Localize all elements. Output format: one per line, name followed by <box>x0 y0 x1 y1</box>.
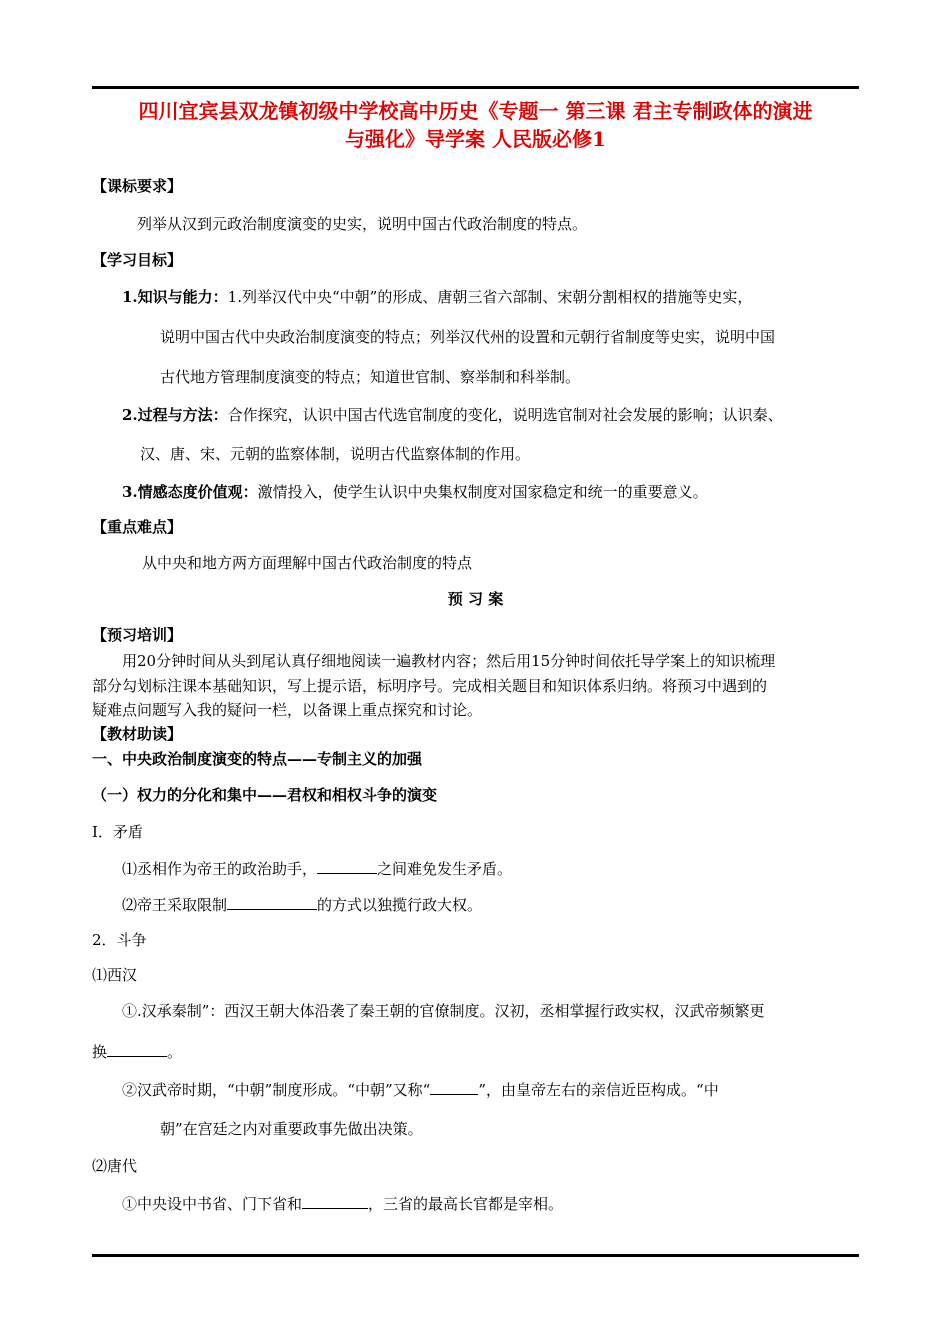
mubiao-item-1-label: 1.知识与能力： <box>122 288 228 306</box>
kebiao-heading: 【课标要求】 <box>92 177 183 195</box>
point-1-2-text-a: ⑵帝王采取限制 <box>122 896 228 914</box>
bottom-rule <box>92 1254 859 1257</box>
mubiao-item-2-line-2: 汉、唐、宋、元朝的监察体制，说明古代监察体制的作用。 <box>140 445 531 463</box>
xihan-item-1-text-a: 换 <box>92 1043 108 1061</box>
title-line-2: 与强化》导学案 人民版必修1 <box>345 127 606 151</box>
mubiao-item-2-text: 合作探究，认识中国古代选官制度的变化，说明选官制对社会发展的影响；认识秦、 <box>227 406 783 424</box>
xihan-heading: ⑴西汉 <box>92 966 138 984</box>
tang-heading: ⑵唐代 <box>92 1157 138 1175</box>
mubiao-item-3 <box>122 482 708 502</box>
xihan-item-2-text-a: ②汉武帝时期，“中朝”制度形成。“中朝”又称“ <box>122 1081 431 1099</box>
point-1: I．矛盾 <box>92 823 143 841</box>
mubiao-item-1 <box>122 287 752 307</box>
tang-item-1-text-b: ，三省的最高长官都是宰相。 <box>368 1195 564 1213</box>
point-2: 2．斗争 <box>92 931 147 949</box>
xihan-item-2-text-b: ”，由皇帝左右的亲信近臣构成。“中 <box>478 1081 719 1099</box>
zhudu-heading: 【教材助读】 <box>92 725 183 743</box>
tang-item-1-text-a: ①中央设中书省、门下省和 <box>122 1195 303 1213</box>
fill-blank[interactable] <box>227 894 317 910</box>
fill-blank[interactable] <box>430 1079 478 1095</box>
fill-blank[interactable] <box>317 858 377 874</box>
point-1-1-text-b: 之间难免发生矛盾。 <box>377 860 513 878</box>
point-1-1 <box>122 858 512 879</box>
mubiao-item-3-text: 激情投入，使学生认识中央集权制度对国家稳定和统一的重要意义。 <box>257 483 708 501</box>
xihan-item-2 <box>122 1079 719 1100</box>
xihan-item-2-line-2: 朝”在宫廷之内对重要政事先做出决策。 <box>160 1120 423 1138</box>
xihan-item-1-text-b: 。 <box>167 1043 183 1061</box>
mubiao-item-2 <box>122 405 783 425</box>
peixun-heading: 【预习培训】 <box>92 626 183 644</box>
peixun-line-3: 疑难点问题写入我的疑问一栏，以备课上重点探究和讨论。 <box>92 701 483 719</box>
peixun-line-2: 部分勾划标注课本基础知识，写上提示语，标明序号。完成相关题目和知识体系归纳。将预习中遇到的 <box>92 677 768 695</box>
point-1-2-text-b: 的方式以独揽行政大权。 <box>317 896 483 914</box>
zhongdian-heading: 【重点难点】 <box>92 518 183 536</box>
xihan-item-1-line-2 <box>92 1041 182 1062</box>
zhongdian-text: 从中央和地方两方面理解中国古代政治制度的特点 <box>142 554 473 572</box>
top-rule <box>92 86 859 89</box>
yuxi-title: 预 习 案 <box>447 590 504 608</box>
fill-blank[interactable] <box>302 1193 368 1209</box>
mubiao-item-1-text: 1.列举汉代中央“中朝”的形成、唐朝三省六部制、宋朝分割相权的措施等史实， <box>227 288 753 306</box>
fill-blank[interactable] <box>107 1041 167 1057</box>
xihan-item-1: ①.汉承秦制”：西汉王朝大体沿袭了秦王朝的官僚制度。汉初，丞相掌握行政实权，汉武帝频繁更 <box>122 1002 765 1020</box>
section-1-heading: 一、中央政治制度演变的特点——专制主义的加强 <box>92 750 423 768</box>
mubiao-item-1-line-2: 说明中国古代中央政治制度演变的特点；列举汉代州的设置和元朝行省制度等史实，说明中国 <box>160 328 776 346</box>
mubiao-item-2-label: 2.过程与方法： <box>122 406 228 424</box>
point-1-2 <box>122 894 482 915</box>
point-1-1-text-a: ⑴丞相作为帝王的政治助手， <box>122 860 318 878</box>
mubiao-item-1-line-3: 古代地方管理制度演变的特点；知道世官制、察举制和科举制。 <box>160 368 581 386</box>
title-line-1: 四川宜宾县双龙镇初级中学校高中历史《专题一 第三课 君主专制政体的演进 <box>138 99 813 123</box>
kebiao-text: 列举从汉到元政治制度演变的史实，说明中国古代政治制度的特点。 <box>137 215 588 233</box>
peixun-line-1: 用20分钟时间从头到尾认真仔细地阅读一遍教材内容；然后用15分钟时间依托导学案上的知识梳理 <box>122 652 776 670</box>
document-title <box>90 97 861 153</box>
mubiao-item-3-label: 3.情感态度价值观： <box>122 483 258 501</box>
sub-1-heading: （一）权力的分化和集中——君权和相权斗争的演变 <box>92 786 438 804</box>
mubiao-heading: 【学习目标】 <box>92 251 183 269</box>
tang-item-1 <box>122 1193 563 1214</box>
